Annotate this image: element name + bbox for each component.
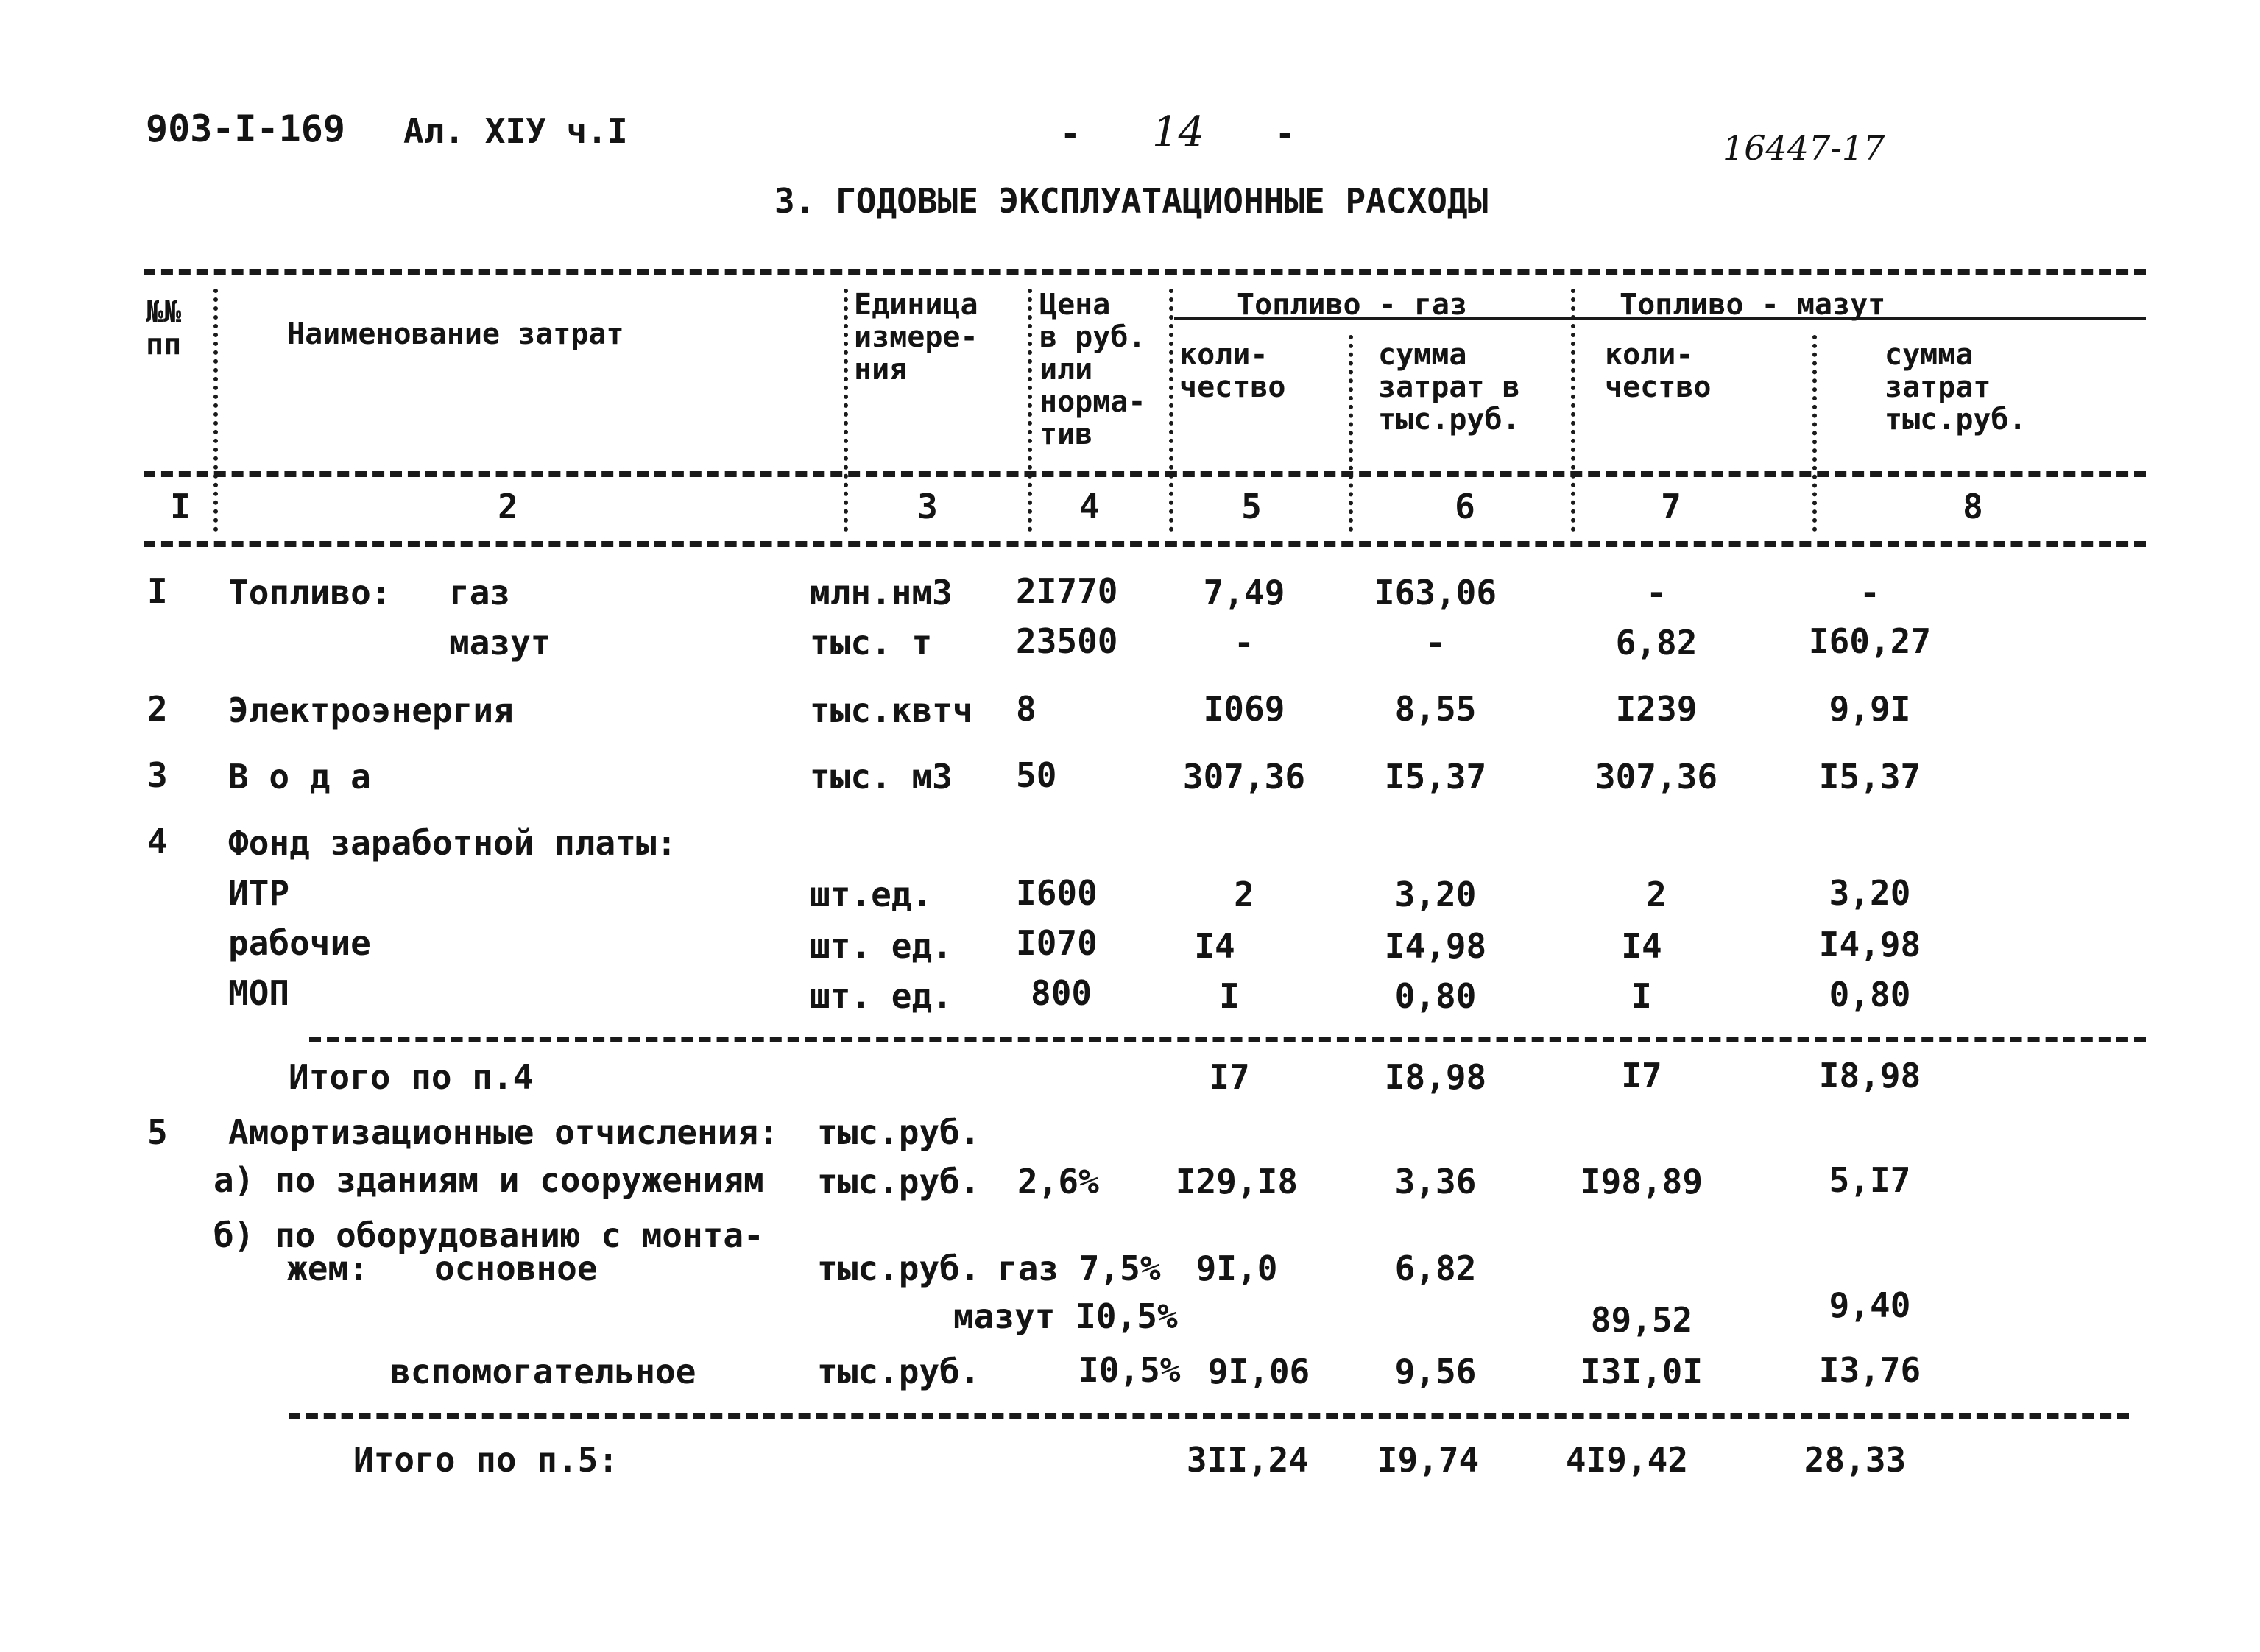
row-unit: шт. ед. <box>810 976 953 1016</box>
gas-qty-label: коли- чество <box>1179 338 1286 404</box>
row-price: I070 <box>1016 923 1098 963</box>
col-name-label: Наименование затрат <box>287 317 624 351</box>
section5-a-rate: 2,6% <box>1017 1162 1099 1201</box>
section5-b-label: основное <box>434 1249 598 1288</box>
section5-c-mazut-sum: I3,76 <box>1818 1350 1921 1390</box>
group-gas-label: Топливо - газ <box>1237 288 1468 322</box>
section5-a-unit: тыс.руб. <box>817 1162 981 1201</box>
total5-rule <box>289 1413 2129 1419</box>
row-price: 50 <box>1016 755 1057 795</box>
section5-a-gas-sum: 3,36 <box>1394 1162 1477 1201</box>
row-name: рабочие <box>228 923 371 963</box>
col-num-label: №№ пп <box>146 295 182 361</box>
col-separator <box>213 289 218 532</box>
page-title: 3. ГОДОВЫЕ ЭКСПЛУАТАЦИОННЫЕ РАСХОДЫ <box>774 181 1489 221</box>
section5-b-gas-qty: 9I,0 <box>1196 1249 1278 1288</box>
col-number: 6 <box>1455 487 1475 526</box>
row-number: 4 <box>147 822 168 861</box>
gas-qty: - <box>1234 623 1254 663</box>
col-separator <box>1349 335 1353 532</box>
row-name: Топливо: <box>228 573 392 613</box>
section5-b-label: б) по оборудованию с монта- <box>213 1215 764 1255</box>
mazut-sum: 9,9I <box>1829 689 1911 729</box>
section5-b-mazut-qty: 89,52 <box>1590 1300 1693 1340</box>
col-separator <box>1028 289 1032 532</box>
col-number: 3 <box>917 487 938 526</box>
subtotal4-gas-qty: I7 <box>1209 1057 1250 1097</box>
mazut-qty: 307,36 <box>1595 757 1718 797</box>
mazut-sum: - <box>1860 573 1880 613</box>
col-number: 2 <box>498 487 518 526</box>
mazut-sum-label: сумма затрат тыс.руб. <box>1885 338 2027 437</box>
header-top-rule <box>144 269 2146 275</box>
section5-a-gas-qty: I29,I8 <box>1175 1162 1299 1201</box>
section5-c-mazut-qty: I3I,0I <box>1580 1352 1703 1391</box>
mazut-qty: I4 <box>1621 926 1662 966</box>
mazut-qty-label: коли- чество <box>1605 338 1712 404</box>
row-number: 2 <box>147 689 168 729</box>
album-ref: Ал. XIУ ч.I <box>403 111 628 151</box>
row-number: 5 <box>147 1112 168 1152</box>
section5-c-rate: I0,5% <box>1078 1350 1181 1390</box>
row-unit: тыс. м3 <box>810 757 953 797</box>
col-separator <box>1812 335 1817 532</box>
section5-c-label: вспомогательное <box>390 1352 696 1391</box>
gas-qty: I4 <box>1194 926 1235 966</box>
row-price: I600 <box>1016 873 1098 913</box>
gas-qty: 7,49 <box>1203 573 1285 613</box>
gas-sum: 3,20 <box>1394 875 1477 914</box>
section5-c-gas-qty: 9I,06 <box>1207 1352 1310 1391</box>
mazut-sum: 0,80 <box>1829 975 1911 1014</box>
subtotal4-label: Итого по п.4 <box>289 1057 534 1097</box>
section5-title: Амортизационные отчисления: <box>228 1112 779 1152</box>
mazut-qty: 6,82 <box>1615 623 1698 663</box>
col-separator <box>1169 289 1173 532</box>
section5-c-unit: тыс.руб. <box>817 1352 981 1391</box>
col-number: 7 <box>1661 487 1681 526</box>
col-separator <box>1571 289 1575 532</box>
gas-sum: I4,98 <box>1384 926 1487 966</box>
gas-sum: 0,80 <box>1394 976 1477 1016</box>
section5-b-gas-rate: газ 7,5% <box>997 1249 1161 1288</box>
section5-title-unit: тыс.руб. <box>817 1112 981 1152</box>
total5-gas-sum: I9,74 <box>1377 1440 1480 1480</box>
gas-sum: - <box>1425 623 1446 663</box>
total5-label: Итого по п.5: <box>353 1440 619 1480</box>
header-mid-rule <box>144 471 2146 477</box>
ref-number: 16447-17 <box>1723 128 1885 168</box>
row-subname: мазут <box>449 623 551 663</box>
section5-a-mazut-qty: I98,89 <box>1580 1162 1703 1201</box>
page-dash-right: - <box>1275 113 1296 153</box>
doc-code: 903-I-169 <box>146 107 345 150</box>
row-unit: тыс.квтч <box>810 691 973 730</box>
col-price-label: Цена в руб. или норма- тив <box>1039 288 1146 451</box>
section5-b-gas-sum: 6,82 <box>1394 1249 1477 1288</box>
subtotal4-gas-sum: I8,98 <box>1384 1057 1487 1097</box>
gas-sum: I63,06 <box>1374 573 1497 613</box>
section5-c-gas-sum: 9,56 <box>1394 1352 1477 1391</box>
mazut-sum: I60,27 <box>1808 621 1932 661</box>
mazut-qty: 2 <box>1646 875 1667 914</box>
section5-b-mazut-rate: мазут I0,5% <box>953 1296 1178 1336</box>
row-name: Фонд заработной платы: <box>228 823 677 863</box>
section5-b-unit: тыс.руб. <box>817 1249 981 1288</box>
row-name: ИТР <box>228 873 290 913</box>
mazut-qty: I239 <box>1615 689 1698 729</box>
header-bottom-rule <box>144 541 2146 547</box>
row-name: МОП <box>228 973 290 1013</box>
row-unit: тыс. т <box>810 623 933 663</box>
row-subname: газ <box>449 573 511 613</box>
col-unit-label: Единица измере- ния <box>854 288 978 386</box>
row-number: I <box>147 571 168 611</box>
col-number: 8 <box>1963 487 1983 526</box>
row-name: Электроэнергия <box>228 691 514 730</box>
total5-mazut-qty: 4I9,42 <box>1565 1440 1689 1480</box>
mazut-sum: I4,98 <box>1818 925 1921 964</box>
row-unit: шт. ед. <box>810 926 953 966</box>
mazut-qty: I <box>1631 976 1652 1016</box>
total5-mazut-sum: 28,33 <box>1804 1440 1907 1480</box>
mazut-qty: - <box>1646 573 1667 613</box>
col-number: I <box>170 487 191 526</box>
row-unit: шт.ед. <box>810 875 933 914</box>
gas-sum-label: сумма затрат в тыс.руб. <box>1378 338 1520 437</box>
row-name: В о д а <box>228 757 371 797</box>
gas-sum: 8,55 <box>1394 689 1477 729</box>
gas-qty: 307,36 <box>1182 757 1306 797</box>
row-price: 23500 <box>1016 621 1118 661</box>
row-price: 8 <box>1016 689 1037 729</box>
gas-sum: I5,37 <box>1384 757 1487 797</box>
total5-gas-qty: 3II,24 <box>1186 1440 1310 1480</box>
col-number: 4 <box>1079 487 1100 526</box>
col-separator <box>844 289 848 532</box>
row-price: 800 <box>1031 973 1092 1013</box>
page-number: 14 <box>1152 108 1205 156</box>
gas-qty: I069 <box>1203 689 1285 729</box>
gas-qty: I <box>1219 976 1240 1016</box>
subtotal4-rule <box>309 1037 2146 1042</box>
row-unit: млн.нм3 <box>810 573 953 613</box>
section5-b-label: жем: <box>287 1249 369 1288</box>
mazut-sum: I5,37 <box>1818 757 1921 797</box>
subtotal4-mazut-qty: I7 <box>1621 1056 1662 1095</box>
gas-qty: 2 <box>1234 875 1254 914</box>
section5-a-mazut-sum: 5,I7 <box>1829 1160 1911 1200</box>
subtotal4-mazut-sum: I8,98 <box>1818 1056 1921 1095</box>
mazut-sum: 3,20 <box>1829 873 1911 913</box>
col-number: 5 <box>1241 487 1262 526</box>
group-mazut-label: Топливо - мазут <box>1620 288 1886 322</box>
section5-a-label: а) по зданиям и сооружениям <box>213 1160 764 1200</box>
section5-b-mazut-sum: 9,40 <box>1829 1285 1911 1325</box>
page-dash-left: - <box>1060 113 1081 153</box>
row-price: 2I770 <box>1016 571 1118 611</box>
row-number: 3 <box>147 755 168 795</box>
